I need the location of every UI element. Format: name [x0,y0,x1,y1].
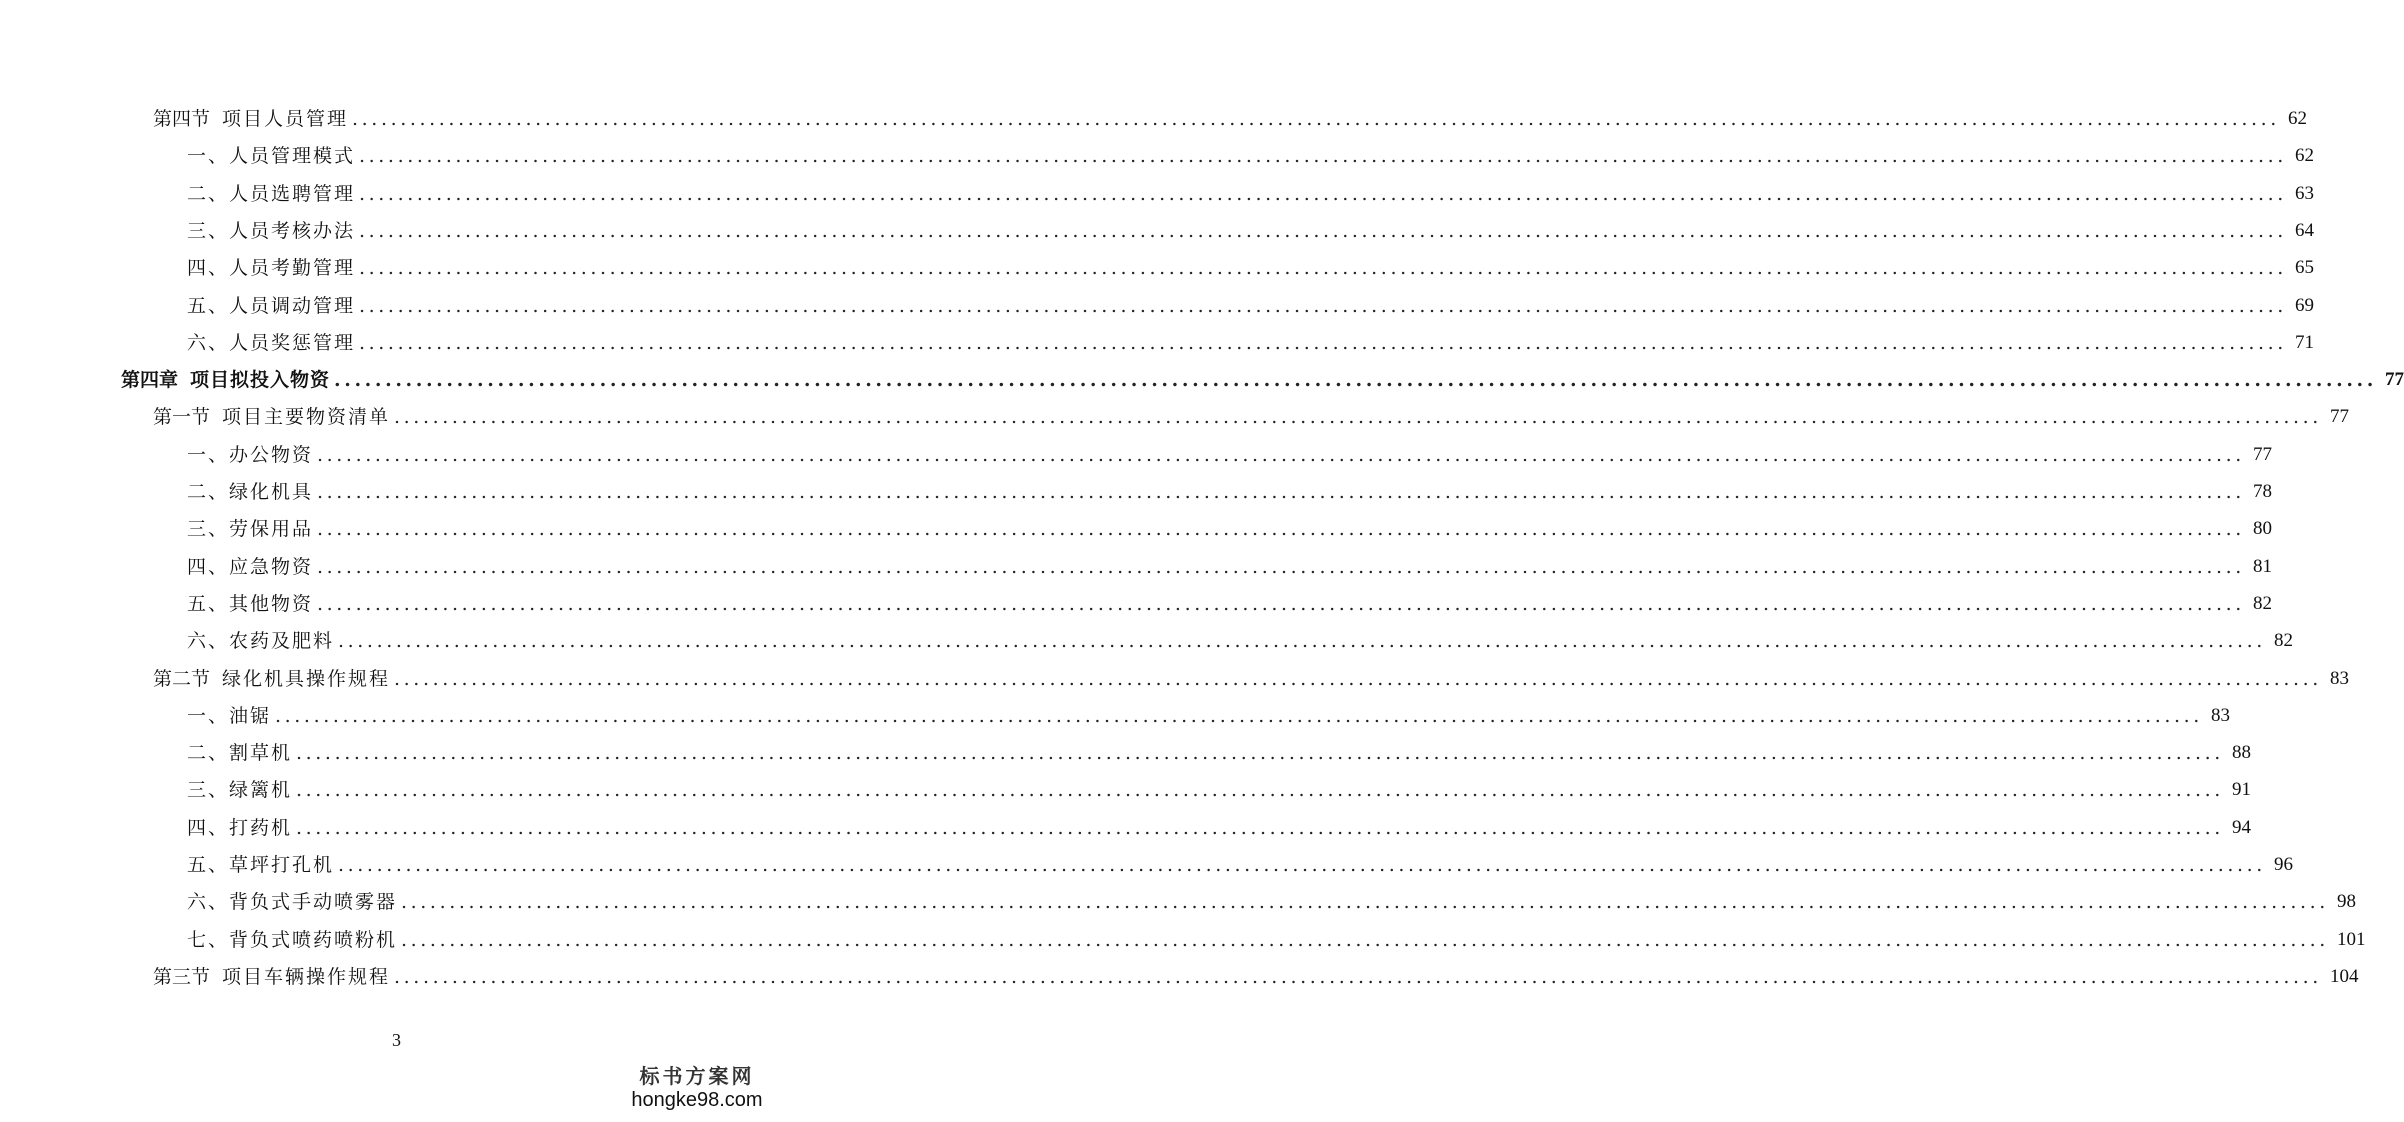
toc-title: 三、人员考核办法 [187,220,356,242]
toc-label: 第二节 [153,668,211,690]
toc-page-number: 96 [2273,854,2293,875]
toc-item [187,626,2293,656]
toc-leader-dots: ........................................................................................................................................................................................................ [317,556,2245,578]
toc-item [187,477,2272,507]
toc-leader-dots: ........................................................................................................................................................................................................ [352,108,2280,130]
toc-item [187,813,2251,843]
toc-leader-dots: ........................................................................................................................................................................................................ [317,444,2245,466]
toc-title: 四、应急物资 [187,556,314,578]
toc-title: 五、人员调动管理 [187,295,356,317]
toc-page-number: 82 [2252,593,2272,614]
toc-page-number: 82 [2273,630,2293,651]
toc-page-number: 77 [2329,406,2349,427]
toc-label: 第一节 [153,406,211,428]
toc-title: 七、背负式喷药喷粉机 [187,929,398,951]
toc-title: 一、办公物资 [187,444,314,466]
toc-item [187,887,2356,917]
watermark-url: hongke98.com [631,1089,763,1111]
toc-page-number: 98 [2336,891,2356,912]
toc-item [187,850,2293,880]
toc-title: 三、绿篱机 [187,779,293,801]
toc-title: 六、背负式手动喷雾器 [187,891,398,913]
toc-title: 绿化机具操作规程 [222,668,391,690]
toc-page-number: 83 [2329,668,2349,689]
toc-leader-dots: ........................................................................................................................................................................................................ [317,481,2245,503]
toc-title: 一、人员管理模式 [187,145,356,167]
toc-chapter [121,365,2404,395]
toc-item [187,701,2230,731]
toc-label: 第三节 [153,966,211,988]
toc-leader-dots: ........................................................................................................................................................................................................ [394,966,2322,988]
toc-item [187,440,2272,470]
toc-item [187,216,2314,246]
toc-title: 二、割草机 [187,742,293,764]
toc-item [187,589,2272,619]
toc-page-number: 64 [2294,220,2314,241]
toc-item [187,253,2314,283]
toc-page-number: 62 [2287,108,2307,129]
toc-leader-dots: ........................................................................................................................................................................................................ [359,220,2287,242]
toc-leader-dots: ........................................................................................................................................................................................................ [394,668,2322,690]
toc-leader-dots: ........................................................................................................................................................................................................ [296,742,2224,764]
page-number: 3 [392,1030,401,1050]
toc-leader-dots: ........................................................................................................................................................................................................ [296,779,2224,801]
toc-leader-dots: ........................................................................................................................................................................................................ [359,295,2287,317]
toc-leader-dots: ........................................................................................................................................................................................................ [334,369,2377,391]
toc-leader-dots: ........................................................................................................................................................................................................ [275,705,2203,727]
toc-page-number: 91 [2231,779,2251,800]
toc-title: 五、草坪打孔机 [187,854,335,876]
toc-leader-dots: ........................................................................................................................................................................................................ [338,854,2266,876]
toc-item [187,328,2314,358]
toc-item [187,775,2251,805]
toc-page-number: 101 [2336,929,2366,950]
toc-page-number: 63 [2294,183,2314,204]
toc-title: 四、打药机 [187,817,293,839]
toc-page-number: 69 [2294,295,2314,316]
toc-leader-dots: ........................................................................................................................................................................................................ [401,929,2329,951]
toc-leader-dots: ........................................................................................................................................................................................................ [359,183,2287,205]
toc-page-number: 78 [2252,481,2272,502]
toc-section [153,402,2349,432]
toc-title: 一、油锯 [187,705,272,727]
toc-item [187,291,2314,321]
toc-title: 二、人员选聘管理 [187,183,356,205]
toc-item [187,925,2366,955]
toc-page-number: 62 [2294,145,2314,166]
toc-title: 二、绿化机具 [187,481,314,503]
toc-title: 项目人员管理 [222,108,349,130]
toc-label: 第四节 [153,108,211,130]
toc-page-number: 88 [2231,742,2251,763]
toc-section [153,962,2359,992]
toc-page-number: 77 [2384,369,2404,390]
toc-title: 六、人员奖惩管理 [187,332,356,354]
toc-leader-dots: ........................................................................................................................................................................................................ [317,593,2245,615]
toc-page-number: 104 [2329,966,2359,987]
toc-leader-dots: ........................................................................................................................................................................................................ [296,817,2224,839]
toc-leader-dots: ........................................................................................................................................................................................................ [401,891,2329,913]
toc-title: 五、其他物资 [187,593,314,615]
toc-item [187,179,2314,209]
toc-title: 六、农药及肥料 [187,630,335,652]
toc-leader-dots: ........................................................................................................................................................................................................ [359,257,2287,279]
toc-section [153,104,2307,134]
toc-page-number: 94 [2231,817,2251,838]
toc-item [187,514,2272,544]
toc-page-number: 83 [2210,705,2230,726]
toc-item [187,738,2251,768]
watermark-name: 标书方案网 [639,1064,755,1088]
toc-title: 三、劳保用品 [187,518,314,540]
toc-leader-dots: ........................................................................................................................................................................................................ [338,630,2266,652]
toc-page-number: 65 [2294,257,2314,278]
toc-page-number: 81 [2252,556,2272,577]
toc-page-number: 80 [2252,518,2272,539]
toc-title: 四、人员考勤管理 [187,257,356,279]
toc-leader-dots: ........................................................................................................................................................................................................ [359,145,2287,167]
toc-section [153,664,2349,694]
toc-title: 项目车辆操作规程 [222,966,391,988]
toc-page-number: 77 [2252,444,2272,465]
toc-item [187,141,2314,171]
toc-leader-dots: ........................................................................................................................................................................................................ [394,406,2322,428]
watermark-logo [617,1064,777,1112]
toc-title: 项目主要物资清单 [222,406,391,428]
toc-title: 项目拟投入物资 [190,369,331,391]
toc-page-number: 71 [2294,332,2314,353]
toc-leader-dots: ........................................................................................................................................................................................................ [317,518,2245,540]
toc-item [187,552,2272,582]
toc-leader-dots: ........................................................................................................................................................................................................ [359,332,2287,354]
toc-label: 第四章 [121,369,179,391]
